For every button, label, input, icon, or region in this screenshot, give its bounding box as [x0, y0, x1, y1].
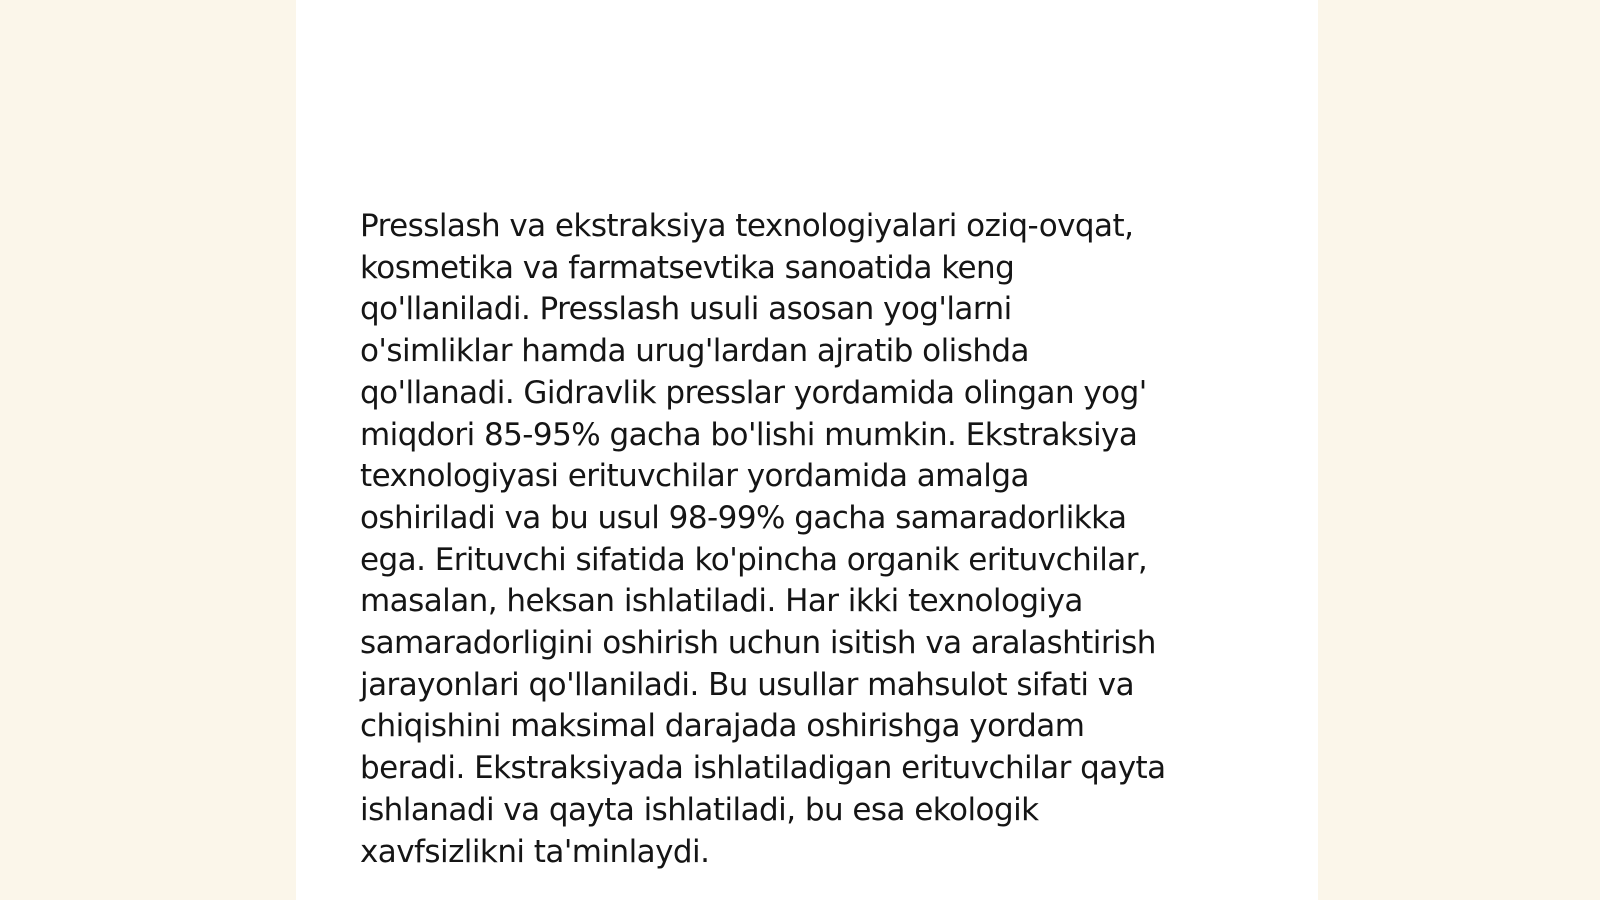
- document-page: [296, 0, 1318, 900]
- body-paragraph: Presslash va ekstraksiya texnologiyalari oziq-ovqat, kosmetika va farmatsevtika sanoatida keng qo'llaniladi. Presslash usuli asosan yog'larni o'simliklar hamda urug'lardan ajratib olishda qo'llanadi. Gidravlik presslar yordamida olingan yog' miqdori 85-95% gacha bo'lishi mumkin. Ekstraksiya texnologiyasi erituvchilar yordamida amalga oshiriladi va bu usul 98-99% gacha samaradorlikka ega. Erituvchi sifatida ko'pincha organik erituvchilar, masalan, heksan ishlatiladi. Har ikki texnologiya samaradorligini oshirish uchun isitish va aralashtirish jarayonlari qo'llaniladi. Bu usullar mahsulot sifati va chiqishini maksimal darajada oshirishga yordam beradi. Ekstraksiyada ishlatiladigan erituvchilar qayta ishlanadi va qayta ishlatiladi, bu esa ekologik xavfsizlikni ta'minlaydi.: [360, 208, 1166, 870]
